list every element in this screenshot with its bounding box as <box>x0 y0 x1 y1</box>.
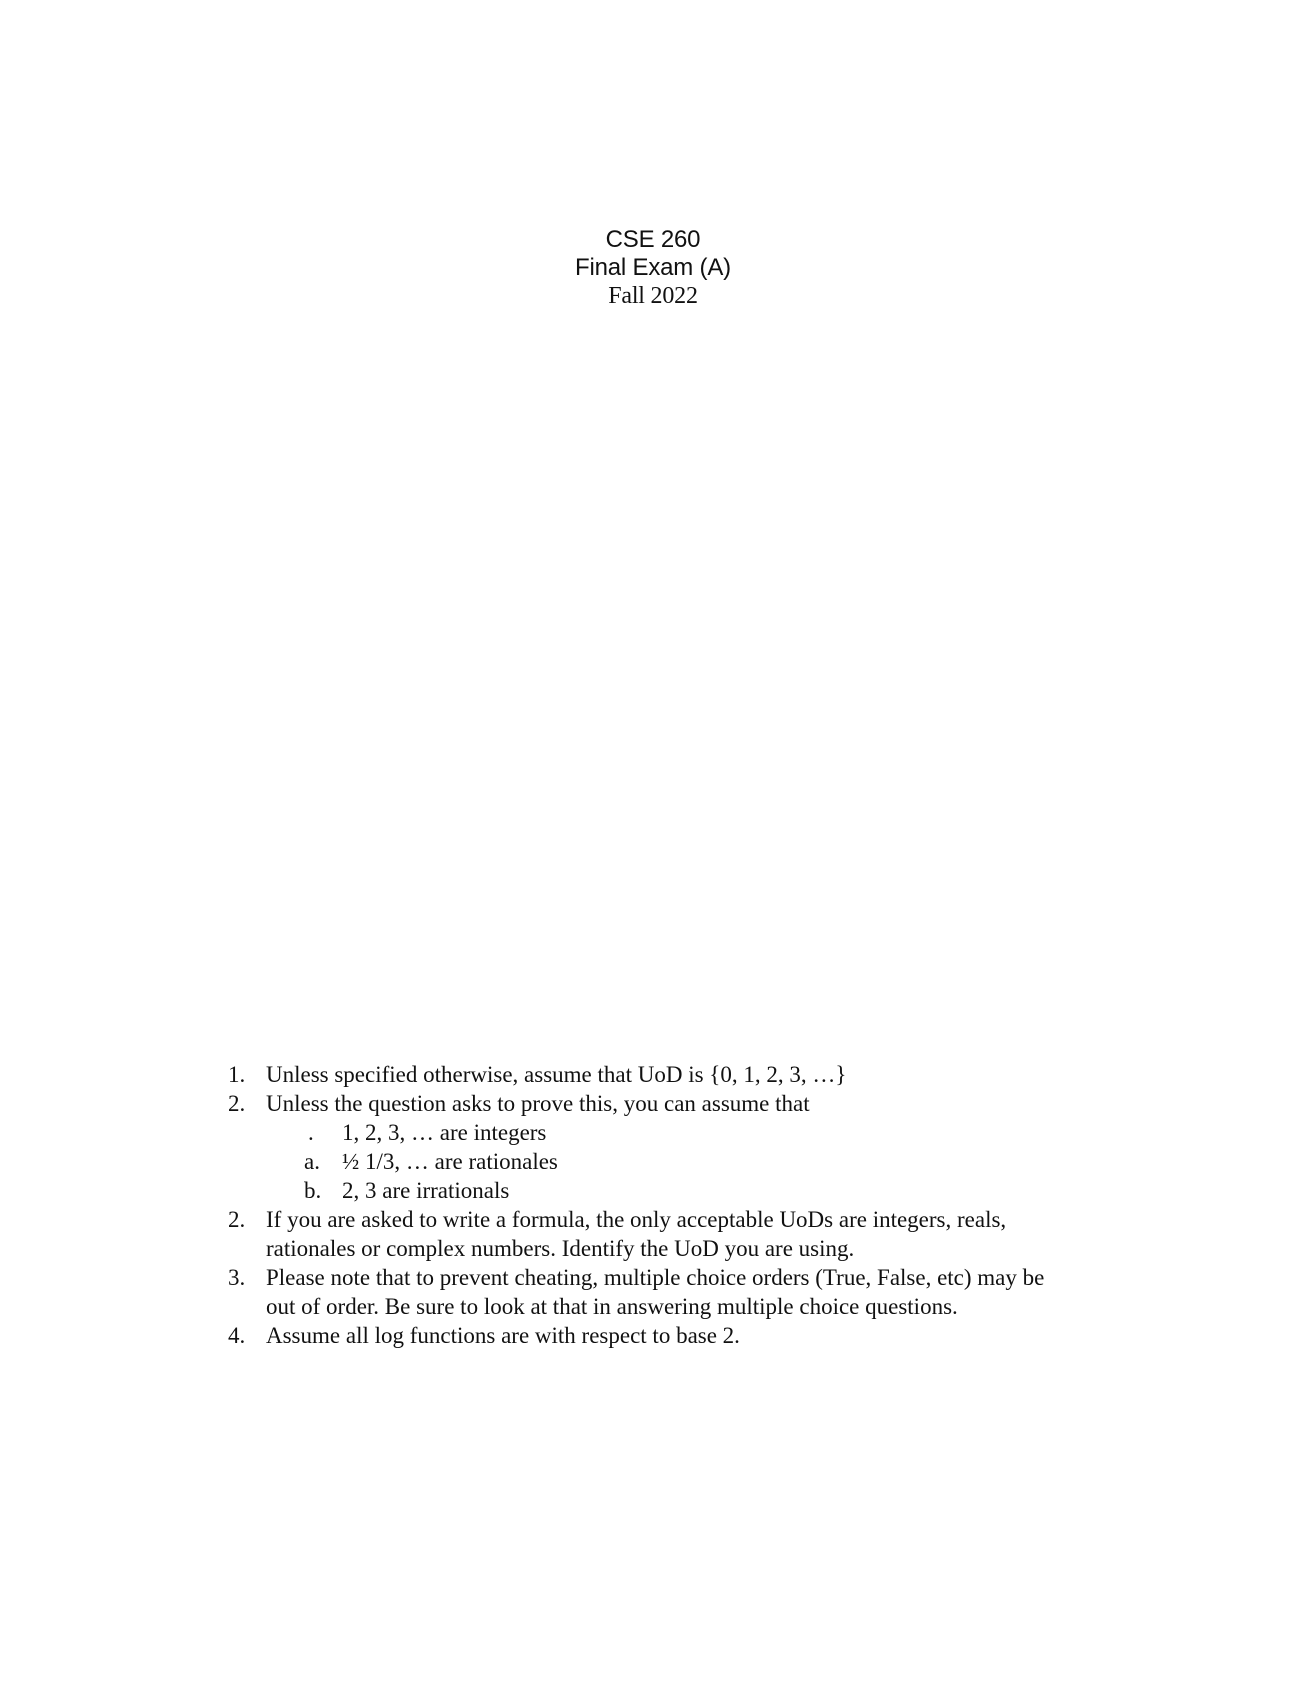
exam-term: Fall 2022 <box>608 283 698 309</box>
instruction-number: 2. <box>228 1091 246 1116</box>
instruction-number: 1. <box>228 1062 246 1087</box>
subitem-marker: a. <box>304 1149 320 1174</box>
instruction-text: If you are asked to write a formula, the only acceptable UoDs are integers, reals, <box>266 1207 1007 1232</box>
instruction-text: Please note that to prevent cheating, multiple choice orders (True, False, etc) may be <box>266 1265 1045 1290</box>
instruction-number: 4. <box>228 1323 246 1348</box>
subitem-marker: b. <box>304 1178 322 1203</box>
exam-name: Final Exam (A) <box>575 254 731 281</box>
instruction-text: Unless specified otherwise, assume that UoD is {0, 1, 2, 3, …} <box>266 1062 847 1087</box>
subitem-text: 2, 3 are irrationals <box>342 1178 510 1203</box>
subitem-text: 1, 2, 3, … are integers <box>342 1120 547 1145</box>
instruction-text: Assume all log functions are with respect to base 2. <box>266 1323 740 1348</box>
instruction-text-continued: rationales or complex numbers. Identify the UoD you are using. <box>266 1236 855 1261</box>
instruction-number: 3. <box>228 1265 246 1290</box>
subitem-marker: . <box>308 1120 314 1145</box>
course-code: CSE 260 <box>605 226 701 253</box>
instruction-text: Unless the question asks to prove this, you can assume that <box>266 1091 810 1116</box>
instruction-text-continued: out of order. Be sure to look at that in answering multiple choice questions. <box>266 1294 958 1319</box>
subitem-text: ½ 1/3, … are rationales <box>342 1149 558 1174</box>
instruction-number: 2. <box>228 1207 246 1232</box>
